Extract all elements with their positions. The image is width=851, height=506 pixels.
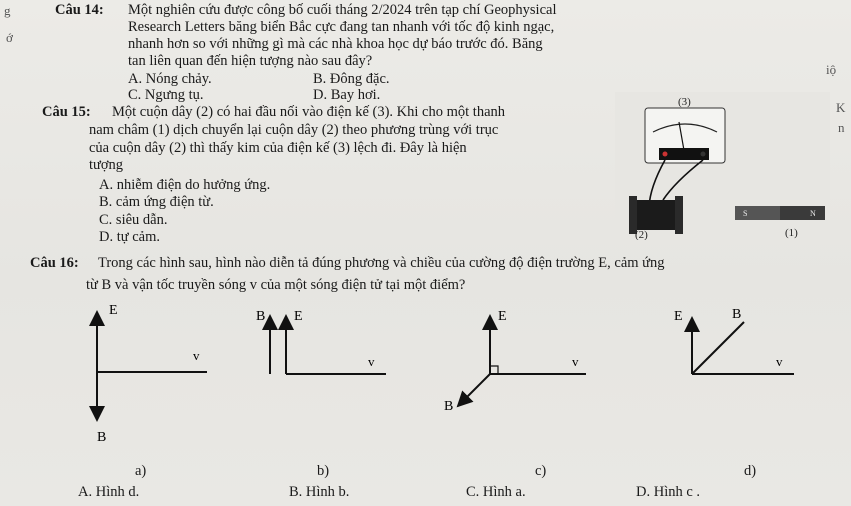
answer-option-c[interactable]: C. siêu dẫn. [99, 212, 168, 228]
question-15-number: Câu 15: [42, 104, 91, 120]
question-14-line: nhanh hơn so với những gì mà các nhà khoa học dự báo trước đó. Băng [128, 36, 543, 52]
figure-caption-b: b) [317, 463, 330, 479]
label-v: v [368, 354, 375, 369]
figure-b [250, 298, 390, 388]
answer-option-a[interactable]: A. Hình d. [78, 484, 140, 500]
label-e: E [109, 303, 118, 318]
answer-option-a[interactable]: A. Nóng chảy. [128, 71, 212, 87]
figure-caption-d: d) [744, 463, 757, 479]
question-14-line: tan liên quan đến hiện tượng nào sau đây? [128, 53, 373, 69]
label-b: B [256, 309, 266, 324]
answer-option-a[interactable]: A. nhiễm điện do hưởng ứng. [99, 177, 271, 193]
figure-d [670, 298, 800, 388]
label-e: E [498, 309, 507, 324]
label-b: B [444, 399, 454, 414]
label-v: v [193, 348, 200, 363]
question-15-line: nam châm (1) dịch chuyển lại cuộn dây (2) theo phương trùng với trục [89, 122, 499, 138]
question-15-line: Một cuộn dây (2) có hai đầu nối vào điện kế (3). Khi cho một thanh [112, 104, 506, 120]
question-15-line: tượng [89, 157, 124, 173]
answer-option-b[interactable]: B. Hình b. [289, 484, 350, 500]
induction-apparatus-figure [615, 92, 830, 240]
magnet-icon [735, 206, 825, 220]
vector-b [692, 322, 744, 374]
answer-option-d[interactable]: D. Hình c . [636, 484, 701, 500]
magnet-label: (1) [785, 227, 798, 239]
answer-option-b[interactable]: B. Đông đặc. [313, 71, 390, 87]
question-14-number: Câu 14: [55, 2, 104, 18]
question-14-line: Một nghiên cứu được công bố cuối tháng 2/2024 trên tạp chí Geophysical [128, 2, 557, 18]
figure-c [440, 298, 590, 430]
figure-caption-a: a) [135, 463, 147, 479]
label-e: E [674, 309, 683, 324]
answer-option-c[interactable]: C. Ngưng tụ. [128, 87, 204, 103]
galvanometer-icon [645, 108, 725, 163]
margin-fragment: ớ [6, 30, 13, 45]
svg-text:S: S [743, 209, 748, 218]
margin-fragment: g [4, 3, 11, 18]
answer-option-b[interactable]: B. cảm ứng điện từ. [99, 194, 214, 210]
question-16-line: Trong các hình sau, hình nào diễn tả đúng phương và chiều của cường độ điện trường E, cảm ứng [98, 255, 665, 271]
answer-option-d[interactable]: D. Bay hơi. [313, 87, 381, 103]
coil-label: (2) [635, 229, 648, 240]
answer-option-c[interactable]: C. Hình a. [466, 484, 526, 500]
answer-option-d[interactable]: D. tự cảm. [99, 229, 161, 245]
label-v: v [572, 354, 579, 369]
svg-text:N: N [810, 209, 816, 218]
question-16-line: từ B và vận tốc truyền sóng v của một sóng điện tử tại một điểm? [86, 277, 466, 293]
margin-fragment: n [838, 120, 845, 135]
margin-fragment: K [836, 100, 846, 115]
label-v: v [776, 354, 783, 369]
question-16-number: Câu 16: [30, 255, 79, 271]
figure-caption-c: c) [535, 463, 547, 479]
label-b: B [97, 430, 107, 445]
meter-label: (3) [678, 96, 691, 108]
margin-fragment: iộ [826, 62, 837, 77]
question-14-line: Research Letters băng biển Bắc cực đang tan nhanh với tốc độ kinh ngạc, [128, 19, 555, 35]
label-e: E [294, 309, 303, 324]
question-15-line: của cuộn dây (2) thì thấy kim của điện kế (3) lệch đi. Đây là hiện [89, 140, 467, 156]
label-b: B [732, 307, 742, 322]
figure-a [85, 298, 215, 450]
